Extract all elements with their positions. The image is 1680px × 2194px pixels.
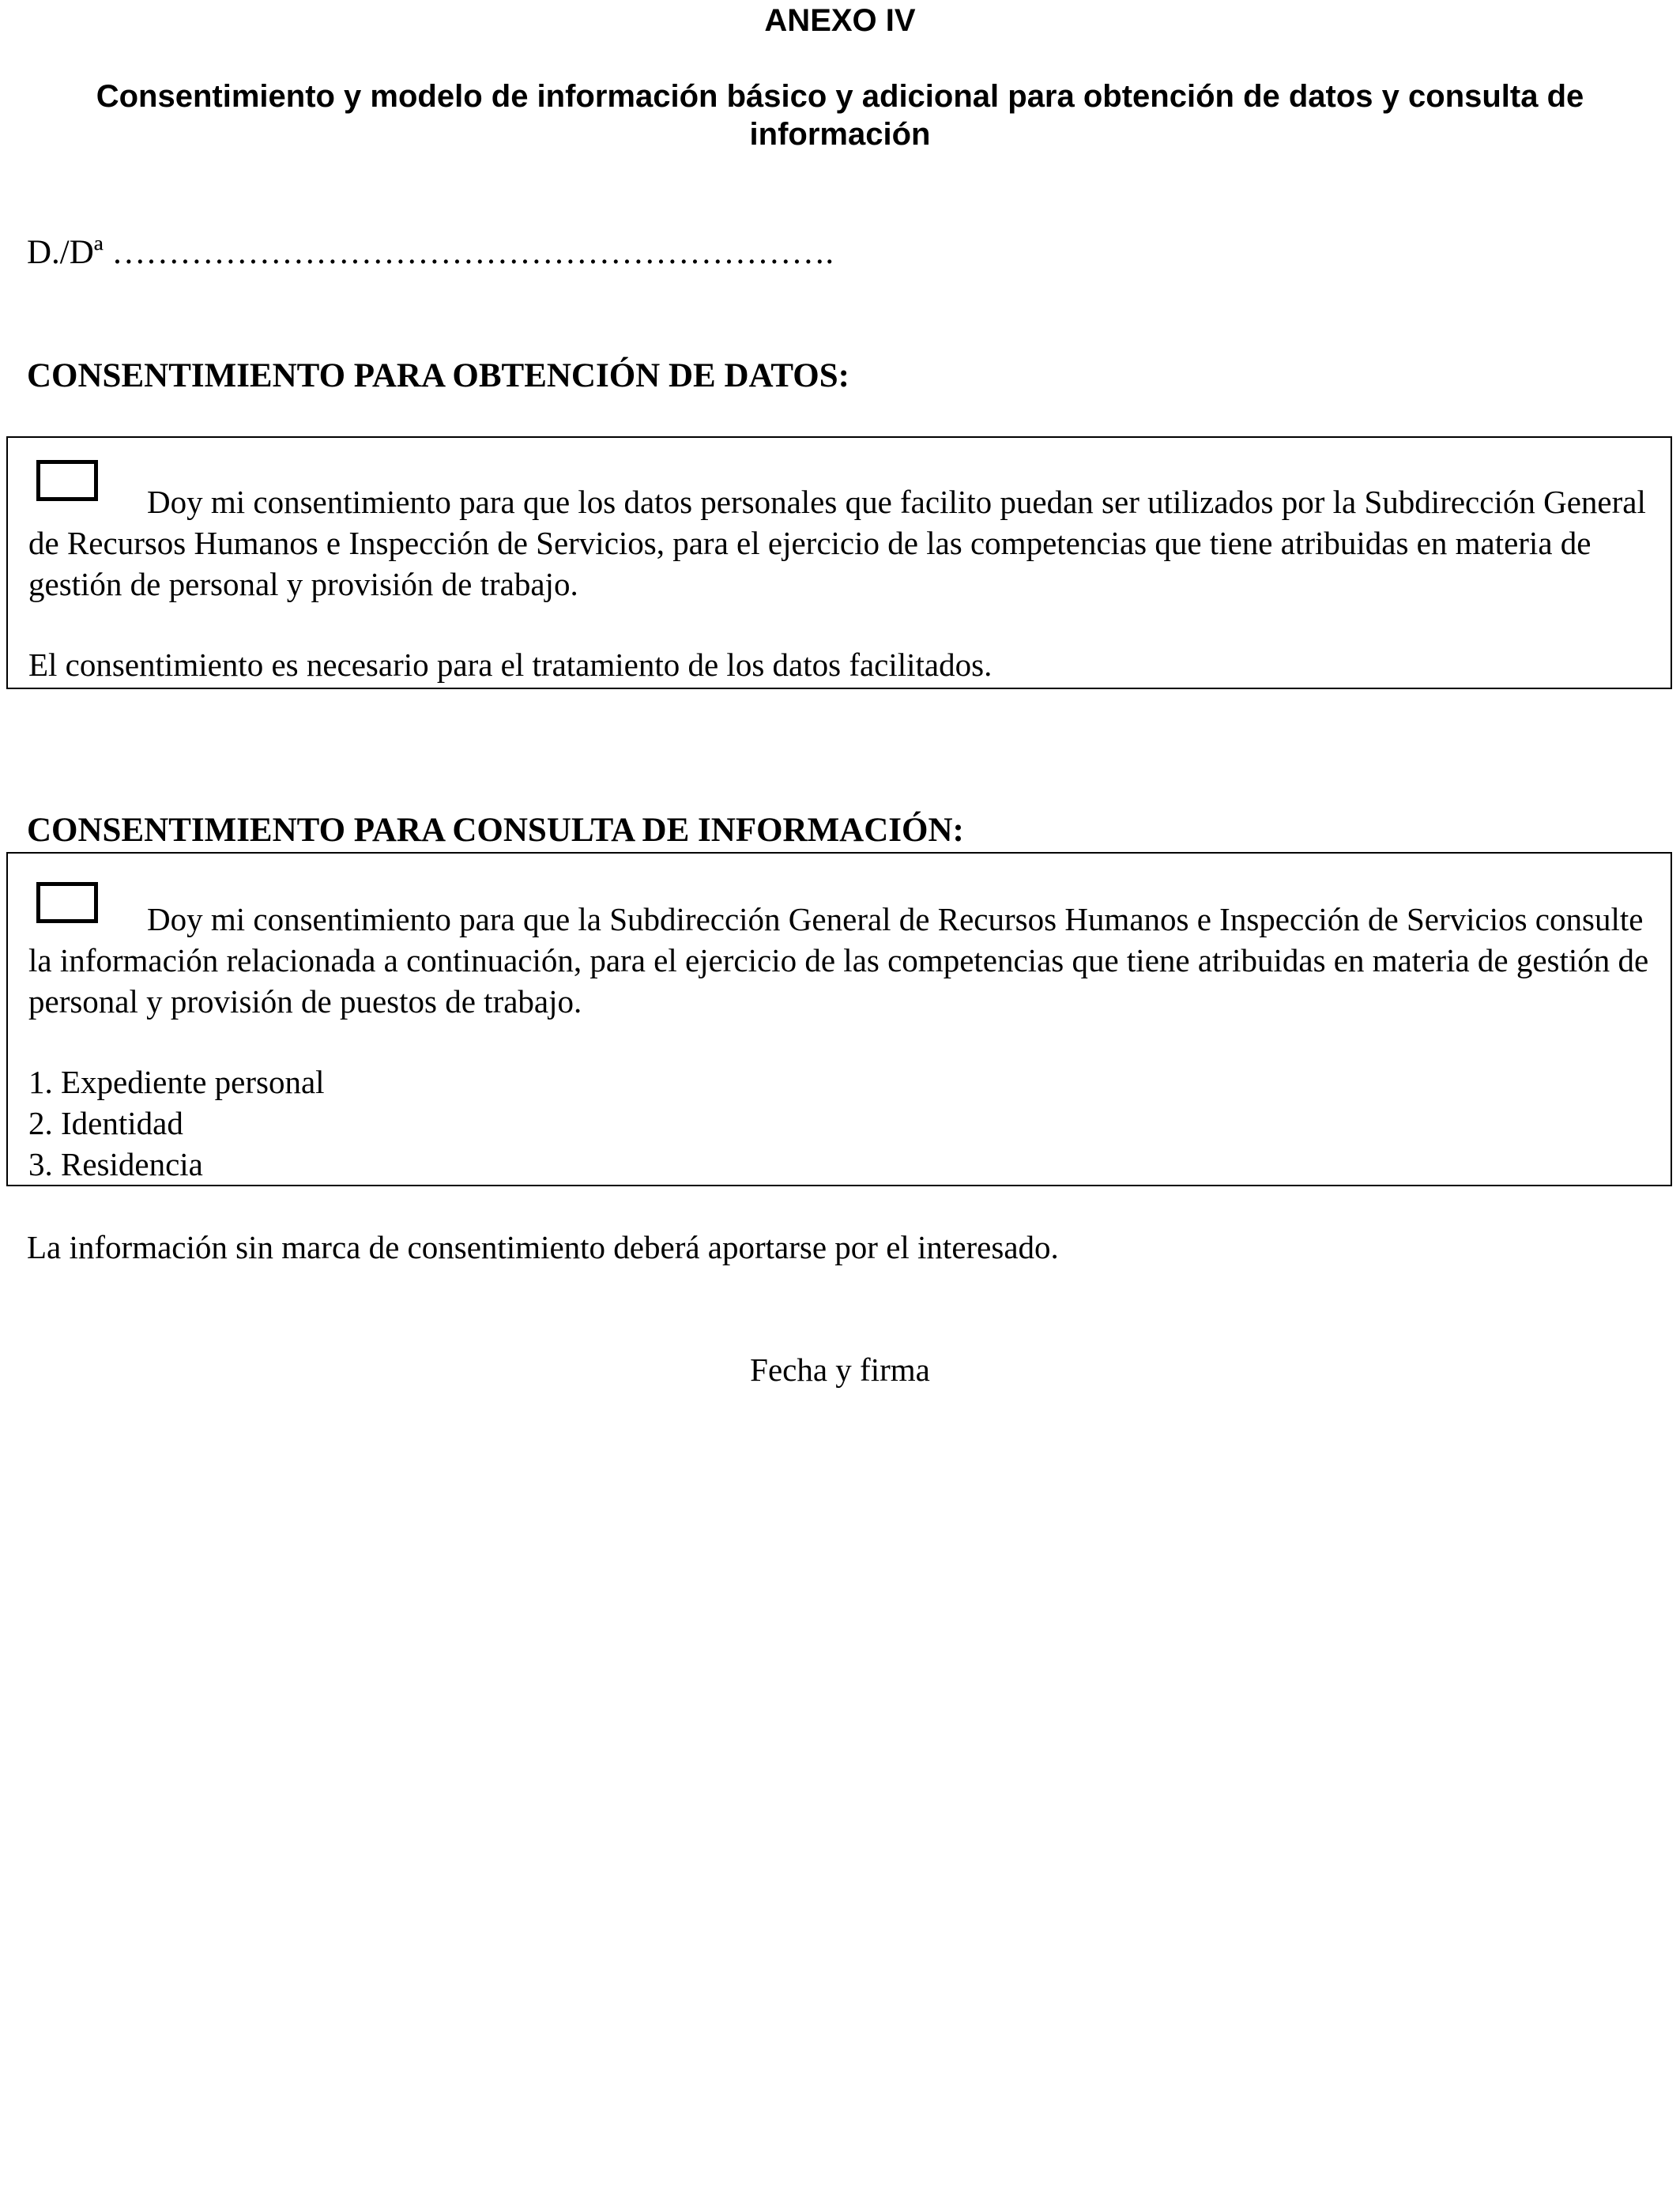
list-item: 3. Residencia [28,1146,203,1182]
section-heading-consulta: CONSENTIMIENTO PARA CONSULTA DE INFORMACIÓN: [27,812,964,849]
applicant-name-field[interactable]: ………………………………………………………. [111,234,834,271]
signature-label: Fecha y firma [750,1351,930,1388]
consent-text-block-consulta [28,899,1658,1185]
document-subtitle: Consentimiento y modelo de información básico y adicional para obtención de datos y consulta de información [96,79,1584,152]
applicant-name-line [27,232,834,273]
consent-text-obtencion: Doy mi consentimiento para que los datos personales que facilito puedan ser utilizados por la Subdirección General de Recursos Humanos e Inspección de Servicios, para el ejercicio de las competencias que tiene atribuidas en materia de gestión de personal y provisión de trabajo. [28,484,1646,602]
consent-text-block-obtencion [28,481,1658,685]
consent-box-obtencion [6,436,1672,689]
consent-necessity-note: El consentimiento es necesario para el tratamiento de los datos facilitados. [28,647,993,683]
list-item: 2. Identidad [28,1105,183,1141]
list-item: 1. Expediente personal [28,1064,325,1100]
consent-box-consulta [6,852,1672,1186]
consent-text-consulta: Doy mi consentimiento para que la Subdirección General de Recursos Humanos e Inspección de Servicios consulte la información relacionada a continuación, para el ejercicio de las competencias que tiene atribuidas en materia de gestión de personal y provisión de puestos de trabajo. [28,901,1649,1020]
applicant-label: D./Dª [27,234,104,271]
annex-title: ANEXO IV [764,3,916,38]
closing-note: La información sin marca de consentimiento deberá aportarse por el interesado. [27,1229,1059,1265]
section-heading-obtencion: CONSENTIMIENTO PARA OBTENCIÓN DE DATOS: [27,357,849,394]
